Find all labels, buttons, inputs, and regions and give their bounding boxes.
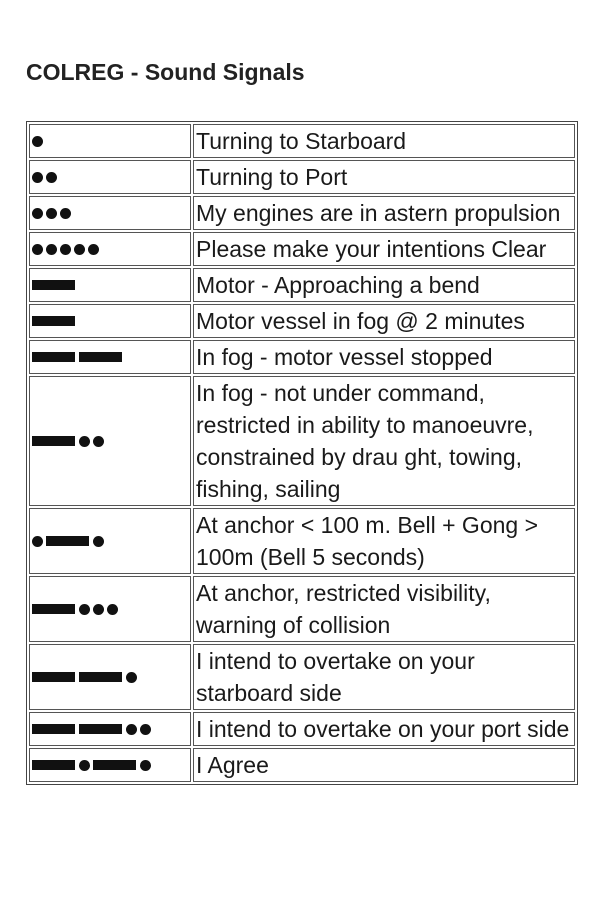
signal-pattern-cell bbox=[29, 644, 191, 710]
short-blast-icon bbox=[32, 536, 43, 547]
signal-pattern bbox=[32, 242, 188, 256]
long-blast-icon bbox=[32, 672, 75, 682]
signal-pattern-cell bbox=[29, 160, 191, 194]
sound-signals-table bbox=[26, 121, 578, 785]
short-blast-icon bbox=[93, 436, 104, 447]
short-blast-icon bbox=[126, 672, 137, 683]
long-blast-icon bbox=[32, 316, 75, 326]
short-blast-icon bbox=[93, 536, 104, 547]
signal-pattern-cell bbox=[29, 748, 191, 782]
short-blast-icon bbox=[32, 244, 43, 255]
long-blast-icon bbox=[32, 352, 75, 362]
signal-pattern bbox=[32, 206, 188, 220]
signal-pattern bbox=[32, 134, 188, 148]
signal-pattern-cell bbox=[29, 304, 191, 338]
signal-pattern-cell bbox=[29, 376, 191, 506]
short-blast-icon bbox=[126, 724, 137, 735]
short-blast-icon bbox=[46, 244, 57, 255]
signal-row bbox=[29, 160, 575, 194]
signal-row bbox=[29, 232, 575, 266]
signal-meaning: Motor vessel in fog @ 2 minutes bbox=[193, 304, 575, 338]
signal-meaning: My engines are in astern propulsion bbox=[193, 196, 575, 230]
signal-row bbox=[29, 304, 575, 338]
signal-meaning: At anchor < 100 m. Bell + Gong > 100m (Bell 5 seconds) bbox=[193, 508, 575, 574]
signal-pattern-cell bbox=[29, 124, 191, 158]
signal-meaning: Turning to Starboard bbox=[193, 124, 575, 158]
signal-pattern bbox=[32, 350, 188, 364]
signal-row bbox=[29, 340, 575, 374]
short-blast-icon bbox=[46, 172, 57, 183]
long-blast-icon bbox=[79, 352, 122, 362]
long-blast-icon bbox=[79, 724, 122, 734]
signal-pattern bbox=[32, 278, 188, 292]
short-blast-icon bbox=[46, 208, 57, 219]
signal-pattern bbox=[32, 534, 188, 548]
signal-row bbox=[29, 268, 575, 302]
long-blast-icon bbox=[93, 760, 136, 770]
signal-row bbox=[29, 644, 575, 710]
short-blast-icon bbox=[140, 724, 151, 735]
short-blast-icon bbox=[74, 244, 85, 255]
signal-meaning: I Agree bbox=[193, 748, 575, 782]
long-blast-icon bbox=[32, 280, 75, 290]
signal-row bbox=[29, 748, 575, 782]
signal-pattern bbox=[32, 670, 188, 684]
signal-pattern bbox=[32, 602, 188, 616]
short-blast-icon bbox=[32, 136, 43, 147]
signal-pattern bbox=[32, 314, 188, 328]
short-blast-icon bbox=[107, 604, 118, 615]
signal-pattern-cell bbox=[29, 268, 191, 302]
long-blast-icon bbox=[79, 672, 122, 682]
signal-row bbox=[29, 576, 575, 642]
short-blast-icon bbox=[79, 436, 90, 447]
short-blast-icon bbox=[93, 604, 104, 615]
signal-meaning: I intend to overtake on your port side bbox=[193, 712, 575, 746]
short-blast-icon bbox=[60, 244, 71, 255]
signal-meaning: I intend to overtake on your starboard side bbox=[193, 644, 575, 710]
signal-meaning: At anchor, restricted visibility, warning of collision bbox=[193, 576, 575, 642]
signal-row bbox=[29, 508, 575, 574]
signal-pattern bbox=[32, 758, 188, 772]
sound-signals-body bbox=[29, 124, 575, 782]
signal-pattern-cell bbox=[29, 576, 191, 642]
signal-meaning: In fog - not under command, restricted in ability to manoeuvre, constrained by drau ght, towing, fishing, sailing bbox=[193, 376, 575, 506]
short-blast-icon bbox=[60, 208, 71, 219]
signal-pattern-cell bbox=[29, 508, 191, 574]
signal-row bbox=[29, 376, 575, 506]
short-blast-icon bbox=[79, 760, 90, 771]
signal-pattern-cell bbox=[29, 712, 191, 746]
signal-meaning: Please make your intentions Clear bbox=[193, 232, 575, 266]
short-blast-icon bbox=[32, 208, 43, 219]
short-blast-icon bbox=[88, 244, 99, 255]
signal-meaning: Motor - Approaching a bend bbox=[193, 268, 575, 302]
signal-pattern bbox=[32, 722, 188, 736]
long-blast-icon bbox=[32, 604, 75, 614]
signal-pattern-cell bbox=[29, 340, 191, 374]
long-blast-icon bbox=[32, 724, 75, 734]
signal-pattern-cell bbox=[29, 196, 191, 230]
short-blast-icon bbox=[32, 172, 43, 183]
signal-meaning: In fog - motor vessel stopped bbox=[193, 340, 575, 374]
signal-pattern bbox=[32, 170, 188, 184]
signal-pattern-cell bbox=[29, 232, 191, 266]
long-blast-icon bbox=[46, 536, 89, 546]
page-title: COLREG - Sound Signals bbox=[26, 59, 305, 85]
short-blast-icon bbox=[140, 760, 151, 771]
short-blast-icon bbox=[79, 604, 90, 615]
signal-row bbox=[29, 124, 575, 158]
signal-row bbox=[29, 712, 575, 746]
long-blast-icon bbox=[32, 436, 75, 446]
long-blast-icon bbox=[32, 760, 75, 770]
signal-meaning: Turning to Port bbox=[193, 160, 575, 194]
signal-pattern bbox=[32, 434, 188, 448]
signal-row bbox=[29, 196, 575, 230]
